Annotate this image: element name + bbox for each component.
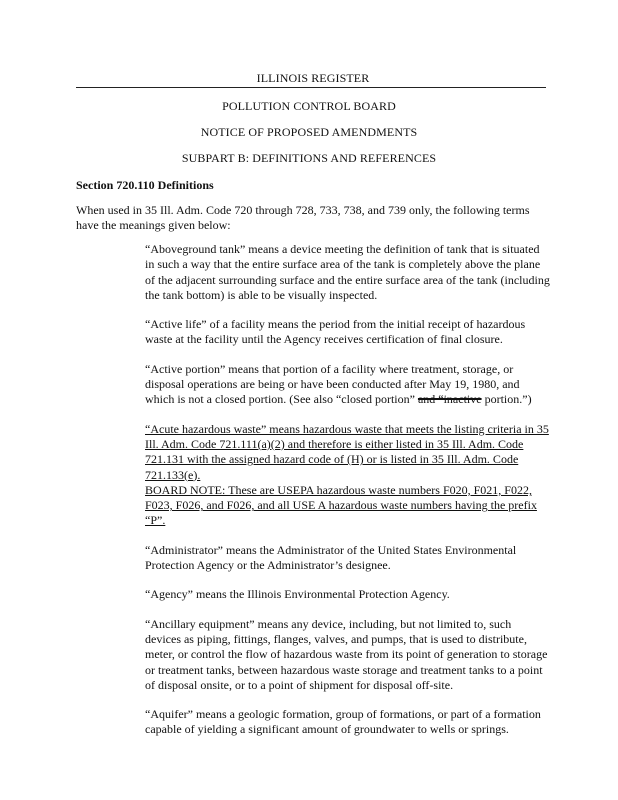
board-note: BOARD NOTE: These are USEPA hazardous waste numbers F020, F021, F022, F023, F026, and F026, and all USE A hazardous waste numbers having the prefix “P”.	[145, 482, 537, 528]
notice-heading: NOTICE OF PROPOSED AMENDMENTS	[200, 125, 418, 139]
acute-hazardous-waste-text: “Acute hazardous waste” means hazardous waste that meets the listing criteria in 35 Ill. Adm. Code 721.111(a)(2) and therefore is either listed in 35 Ill. Adm. Code 721.131 with the assigned hazard code of (H) or is listed in 35 Ill. Adm. Code 721.133(e).	[145, 421, 549, 482]
subpart-heading: SUBPART B: DEFINITIONS AND REFERENCES	[181, 151, 437, 165]
section-intro: When used in 35 Ill. Adm. Code 720 through 728, 733, 738, and 739 only, the following terms have the meanings given below:	[76, 203, 530, 232]
definition-ancillary-equipment: “Ancillary equipment” means any device, including, but not limited to, such devices as piping, fittings, flanges, valves, and pumps, that is used to distribute, meter, or control the flow of hazardous waste from its point of generation to storage or treatment tanks, between hazardous waste storage and treatment tanks to a point of disposal onsite, or to a point of shipment for disposal off-site.	[145, 616, 548, 692]
deleted-text: and “inactive	[417, 392, 482, 407]
definitions-list	[145, 242, 550, 752]
active-portion-text: “Active portion” means that portion of a facility where treatment, storage, or disposal operations are being or have been conducted after May 19, 1980, and which is not a closed portion. (See also “closed portion”	[145, 361, 520, 407]
section-title: Section 720.110 Definitions	[76, 178, 214, 192]
header-rule	[76, 87, 546, 88]
definition-aboveground-tank: “Aboveground tank” means a device meeting the definition of tank that is situated in such a way that the entire surface area of the tank is completely above the plane of the adjacent surrounding surface and the entire surface area of the tank (including the tank bottom) is able to be visually inspected.	[145, 242, 550, 302]
board-heading: POLLUTION CONTROL BOARD	[222, 99, 396, 113]
register-heading: ILLINOIS REGISTER	[256, 71, 370, 85]
definition-acute-hazardous-waste	[145, 422, 550, 529]
definition-administrator: “Administrator” means the Administrator of the United States Environmental Protection Agency or the Administrator’s designee.	[145, 542, 517, 573]
definition-active-life: “Active life” of a facility means the period from the initial receipt of hazardous waste at the facility until the Agency receives certification of final closure.	[145, 317, 526, 347]
active-portion-tail: portion.”)	[481, 392, 532, 407]
definition-active-portion	[145, 362, 550, 408]
definition-agency: “Agency” means the Illinois Environmental Protection Agency.	[145, 587, 450, 602]
definition-aquifer: “Aquifer” means a geologic formation, group of formations, or part of a formation capable of yielding a significant amount of groundwater to wells or springs.	[145, 707, 541, 737]
